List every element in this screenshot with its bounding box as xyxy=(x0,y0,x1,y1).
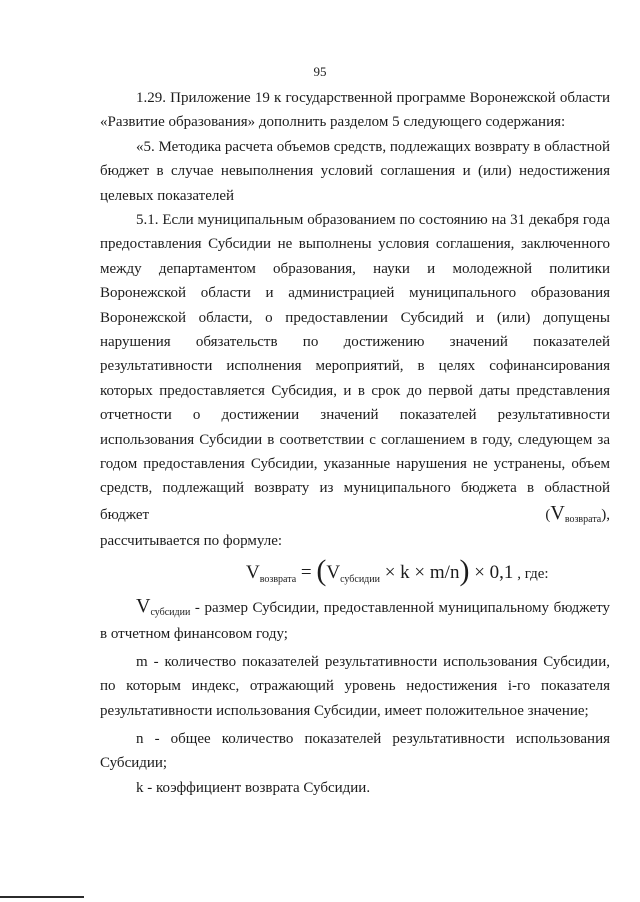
formula-sub-subsidy: субсидии xyxy=(340,574,380,585)
definition-v-subscript: субсидии xyxy=(150,607,191,618)
definition-m-block xyxy=(100,650,610,723)
v-symbol: V xyxy=(550,501,565,524)
section-title-block xyxy=(100,135,610,208)
section-title: «5. Методика расчета объемов средств, подлежащих возврату в областной бюджет в случае невыполнения условий соглашения и (или) недостижения целевых показателей xyxy=(100,139,610,204)
paragraph-5-1-text: 5.1. Если муниципальным образованием по состоянию на 31 декабря года предоставления Субсидии не выполнены условия соглашения, заключенного между департаментом образования, науки и молодежной политики Воронежской области и администрацией муниципального образования Воронежской области, о предоставлении Субсидий и (или) допущены нарушения обязательств по достижению значений показателей результативности исполнения мероприятий, в целях софинансирования которых предоставляется Субсидия, и в срок до первой даты представления отчетности о достижении значений показателей результативности использования Субсидии в соответствии с соглашением в году, следующем за годом предоставления Субсидии, указанные нарушения не устранены, объем средств, подлежащий возврату из муниципального бюджета в областной бюджет ( xyxy=(100,212,610,523)
definition-k-block xyxy=(100,776,610,800)
definition-n: n - общее количество показателей результативности использования Субсидии; xyxy=(100,731,610,772)
paragraph-5-1-end: ), xyxy=(601,506,610,523)
formula-open-paren: ( xyxy=(316,554,327,587)
intro-paragraph: 1.29. Приложение 19 к государственной программе Воронежской области «Развитие образования» дополнить разделом 5 следующего содержания: xyxy=(100,90,610,131)
definition-v-block xyxy=(100,594,610,647)
formula-sub-return: возврата xyxy=(259,574,297,585)
definition-m: m - количество показателей результативности использования Субсидии, по которым индекс, отражающий уровень недостижения i-го показателя результативности использования Субсидии, имеет положительное значение; xyxy=(100,654,610,719)
formula-equals: = xyxy=(296,562,317,583)
return-formula xyxy=(246,552,549,586)
formula-v-subsidy: V xyxy=(326,562,341,583)
formula-v-return: V xyxy=(246,562,260,583)
definition-n-block xyxy=(100,727,610,776)
paragraph-5-1-block xyxy=(100,208,610,554)
page-number: 95 xyxy=(313,64,327,79)
v-subscript-return: возврата xyxy=(564,513,602,525)
formula-where: , где: xyxy=(513,566,549,582)
definition-v xyxy=(100,594,610,647)
definition-v-symbol: V xyxy=(136,595,151,617)
intro-paragraph-block xyxy=(100,86,610,135)
bottom-rule xyxy=(0,896,84,898)
definition-v-text: - размер Субсидии, предоставленной муниципальному бюджету в отчетном финансовом году; xyxy=(100,600,610,643)
formula-close-paren: ) xyxy=(459,554,470,587)
paragraph-5-1-last-line: рассчитывается по формуле: xyxy=(100,533,283,550)
formula-middle: × k × m/n xyxy=(379,562,460,583)
paragraph-5-1 xyxy=(100,208,610,529)
formula-tail: × 0,1 xyxy=(469,562,514,583)
definition-k: k - коэффициент возврата Субсидии. xyxy=(136,780,371,796)
